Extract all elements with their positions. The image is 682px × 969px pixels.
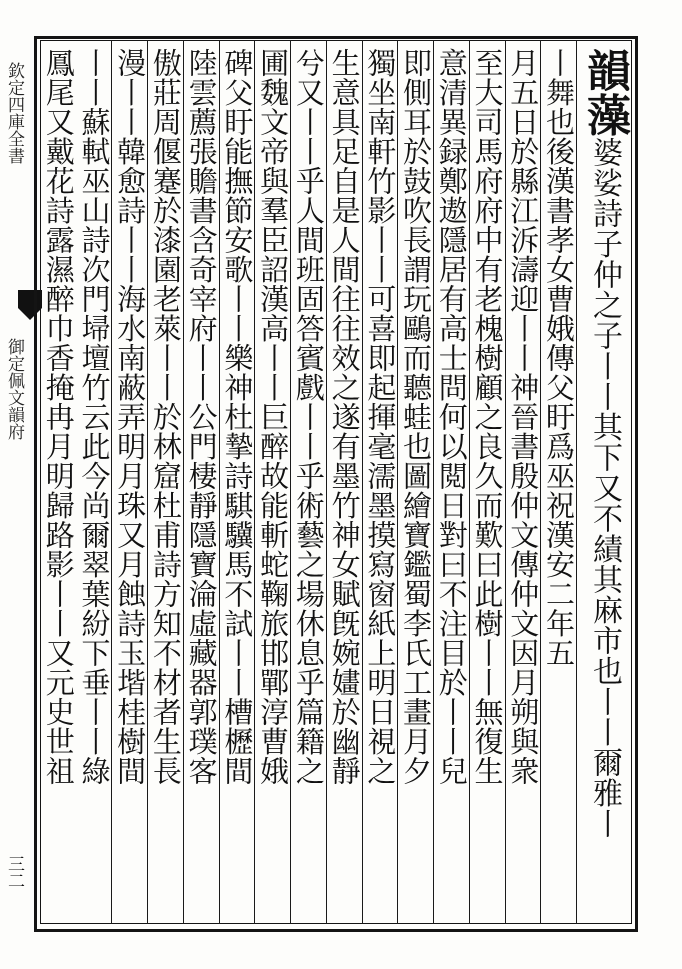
text-column: 漫丨丨韓愈詩丨丨海水南蔽弄明月珠又月蝕詩玉堦桂樹間 [113, 48, 148, 786]
text-column: 至大司馬府府中有老槐樹顧之良久而歎曰此樹丨丨無復生 [470, 48, 505, 786]
column-text: 婆娑詩子仲之子丨丨其下又不績其麻市也丨丨爾雅丨 [587, 137, 622, 839]
rhyme-heading: 韻藻 [579, 48, 630, 137]
text-column: 陸雲薦張贍書含奇宰府丨丨公門棲靜隱寶淪虛藏器郭璞客 [184, 48, 219, 786]
text-column: 碑父盱能撫節安歌丨丨樂神杜摯詩騏驥馬不試丨丨槽櫪間 [220, 48, 255, 786]
text-column: 即側耳於鼓吹長謂玩鷗而聽蛙也圖繪寶鑑蜀李氏工畫月夕 [399, 48, 434, 786]
text-column: 生意具足自是人間往往效之遂有墨竹神女賦旣婉嫿於幽靜 [327, 48, 362, 786]
text-column: 傲莊周偃蹇於漆園老萊丨丨於林窟杜甫詩方知不材者生長 [148, 48, 183, 786]
text-column: 意清異録鄭遨隱居有高士問何以閲日對曰不注目於丨丨兒 [434, 48, 469, 786]
text-column: 獨坐南軒竹影丨丨可喜即起揮毫濡墨摸寫窗紙上明日視之 [363, 48, 398, 786]
text-column: 圃魏文帝與羣臣詔漢高丨丨巨醉故能斬蛇鞠旅邯鄲淳曹娥 [256, 48, 291, 786]
margin-book-title: 御定佩文韻府 [4, 338, 24, 440]
text-column: 丨丨蘇軾巫山詩次門埽壇竹云此今尚爾翠葉紛下垂丨丨綠 [77, 48, 112, 786]
text-column: 兮又丨丨乎人間班固答賓戲丨丨乎術藝之場休息乎篇籍之 [291, 48, 326, 786]
page-number: 三二 [4, 855, 24, 889]
text-column: 鳳尾又戴花詩露濕醉巾香掩冉月明歸路影丨丨又元史世祖 [41, 48, 76, 786]
text-column: 丨舞也後漢書孝女曹娥傳父盱爲巫祝漢安二年五 [541, 48, 576, 668]
text-column: 月五日於縣江泝濤迎丨丨神晉書殷仲文傳仲文因月朔與衆 [506, 48, 541, 786]
text-column-title [576, 48, 632, 920]
margin-header-text: 欽定四庫全書 [4, 62, 24, 164]
